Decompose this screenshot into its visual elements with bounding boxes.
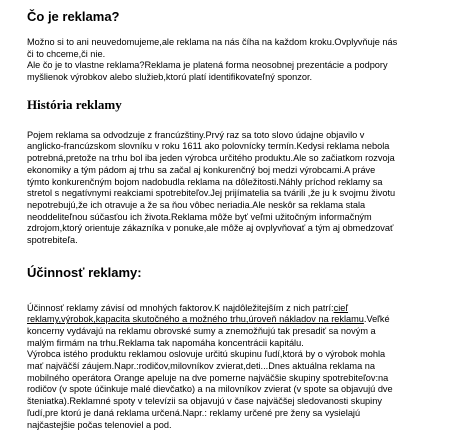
intro-paragraph (27, 37, 462, 84)
history-line: spotrebiteľa. (27, 234, 78, 245)
effectiveness-line: koncerny vydávajú na reklamu obrovské sumy a znemožňujú tak presadiť sa novým a (27, 326, 376, 336)
history-paragraph (27, 130, 462, 247)
history-line: anglicko-francúzskom slovníku v roku 1611 ako polovnícky termín.Kedysi reklama nebola (27, 141, 390, 152)
history-line: stretol s negatívnymi reakciami spotrebiteľov.Jej prijímatelia sa tvárili ,že ju k svojmu životu (27, 188, 396, 199)
history-line: ekonomiky a tým pádom aj trhu sa začal aj konkurenčný boj medzi výrobcami.A práve (27, 164, 376, 175)
effectiveness-line (27, 314, 462, 326)
intro-line: či to chceme,či nie. (27, 48, 106, 59)
effectiveness-line: Výrobca istého produktu reklamou oslovuje určitú skupinu ľudí,ktorá by o výrobok mohla (27, 349, 386, 360)
effectiveness-line: mať najväčší záujem.Napr.:rodičov,milovníkov zvierat,deti...Dnes aktuálna reklama na (27, 361, 375, 372)
effectiveness-line: najčastejšie počas telenoviel a pod. (27, 419, 172, 430)
history-line: nepotrebujú,že ich otravuje a že sa ňou vôbec neriadia.Ale neskôr sa reklama stala (27, 199, 366, 210)
history-line: potrebná,pretože na trhu bol iba jeden výrobca určitého produktu.Ale so začiatkom rozvoja (27, 153, 395, 164)
history-line: neoddeliteľnou súčasťou ich života.Reklama môže byť veľmi užitočným informačným (27, 211, 372, 222)
effectiveness-paragraph (27, 303, 462, 432)
heading-history: História reklamy (27, 96, 122, 112)
underlined-factors-text: cieľ (333, 302, 349, 313)
effectiveness-line (27, 303, 462, 315)
effectiveness-text: Účinnosť reklamy závisí od mnohých faktorov.K najdôležitejším z nich patrí: (27, 302, 334, 313)
intro-line: Ale čo je to vlastne reklama?Reklama je platená forma neosobnej prezentácie a podpory (27, 60, 388, 71)
effectiveness-line: šteniatka).Reklamné spoty v televízii sa objavujú v čase najväčšej sledovanosti skupiny (27, 396, 382, 407)
underlined-factors-text: reklamy,výrobok,kapacita skutočného a možného trhu,úroveň nákladov na reklamu (27, 314, 364, 325)
intro-line: myšlienok výrobkov alebo služieb,ktorú platí identifikovateľný sponzor. (27, 72, 313, 83)
effectiveness-line: mobilného operátora Orange apeluje na dve pomerne najväčšie skupiny spotrebiteľov:na (27, 372, 389, 383)
history-line: týmto konkurenčným bojom nadobudla reklama na dôležitosti.Náhly príchod reklamy sa (27, 176, 383, 187)
history-line: zdrojom,ktorý orientuje zákazníka v ponuke,ale môže aj ovplyvňovať a tým aj obmedzovať (27, 223, 394, 234)
effectiveness-line: rodičov (v spote účinkuje malé dievčatko) a na milovníkov zvierat (v spote sa objavujú dve (27, 384, 393, 395)
intro-line: Možno si to ani neuvedomujeme,ale reklama na nás číha na každom kroku.Ovplyvňuje nás (27, 37, 398, 47)
heading-what-is-advertising: Čo je reklama? (27, 9, 120, 24)
effectiveness-line: ľudí,pre ktorú je daná reklama určená.Napr.: reklamy určené pre ženy sa vysielajú (27, 407, 361, 418)
effectiveness-line: malým firmám na trhu.Reklama tak napomáha koncentrácii kapitálu. (27, 337, 304, 348)
effectiveness-text: .Veľké (363, 314, 390, 325)
heading-effectiveness: Účinnosť reklamy: (27, 264, 142, 280)
history-line: Pojem reklama sa odvodzuje z francúzštiny.Prvý raz sa toto slovo údajne objavilo v (27, 129, 365, 140)
